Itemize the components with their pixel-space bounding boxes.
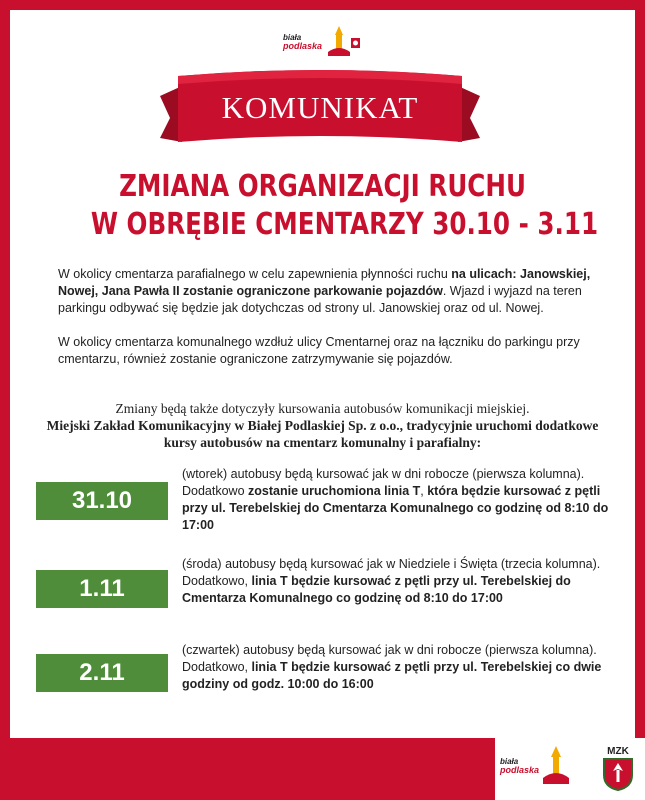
parking-text-a: W okolicy cmentarza parafialnego w celu zapewnienia płynności ruchu [58, 267, 452, 281]
city-logo-wordmark [283, 33, 322, 51]
coat-of-arms-icon [601, 757, 635, 791]
schedule-text-1-11 [182, 556, 612, 607]
city-logo-wordmark-bottom [500, 757, 539, 775]
stopping-paragraph: W okolicy cmentarza komunalnego wzdłuż ulicy Cmentarnej oraz na łączniku do parkingu przy cmentarzu, również zostanie ograniczone zatrzymywanie się pojazdów. [58, 335, 580, 366]
tower-logo-bottom-icon [539, 746, 579, 786]
main-headline [90, 168, 599, 244]
bus-intro-bold: Miejski Zakład Komunikacyjny w Białej Podlaskiej Sp. z o.o., tradycyjnie uruchomi dodatkowe kursy autobusów na cmentarz komunalny i parafialny: [46, 418, 599, 450]
logo-word-biala-bottom: biała [500, 757, 519, 766]
left-border [0, 0, 10, 800]
mzk-logo [598, 746, 638, 796]
schedule-2-text-a: (czwartek) autobusy będą kursować jak w dni robocze (pierwsza kolumna). Dodatkowo, [182, 643, 597, 674]
schedule-text-2-11 [182, 642, 612, 693]
date-badge-2-11: 2.11 [36, 654, 168, 692]
parking-text-b: . Wjazd i wyjazd na teren parkingu odbywać się będzie jak dotychczas od strony ul. Janowskiej oraz od ul. Nowej. [58, 284, 582, 315]
city-logo-bottom [500, 746, 579, 786]
banner-title: KOMUNIKAT [221, 90, 419, 125]
top-border [0, 0, 645, 10]
parking-bold: na ulicach: Janowskiej, Nowej, Jana Pawła II zostanie ograniczone parkowanie pojazdów [58, 267, 591, 298]
schedule-0-bold-a: zostanie uruchomiona linia T [248, 484, 421, 498]
schedule-text-31-10 [182, 466, 612, 534]
headline-line-1: ZMIANA ORGANIZACJI RUCHU [119, 169, 526, 204]
logo-word-podlaska: podlaska [283, 41, 323, 51]
right-border [635, 0, 645, 800]
parking-paragraph [58, 266, 618, 317]
schedule-1-bold-a: linia T będzie kursować z pętli przy ul. Terebelskiej do Cmentarza Komunalnego co godzinę od 8:10 do 17:00 [182, 574, 571, 605]
logo-word-biala: biała [283, 33, 302, 42]
bus-intro-line: Zmiany będą także dotyczyły kursowania autobusów komunikacji miejskiej. [115, 401, 530, 416]
city-logo-top [283, 26, 362, 58]
mzk-label: MZK [607, 746, 629, 757]
schedule-0-text-b: , [420, 484, 428, 498]
schedule-0-bold-b: która będzie kursować z pętli przy ul. Terebelskiej do Cmentarza Komunalnego co godzinę od 8:10 do 17:00 [182, 484, 609, 532]
schedule-1-text-a: (środa) autobusy będą kursować jak w Niedziele i Święta (trzecia kolumna). Dodatkowo, [182, 557, 601, 588]
date-badge-31-10: 31.10 [36, 482, 168, 520]
tower-logo-icon [322, 26, 362, 58]
headline-line-2: W OBRĘBIE CMENTARZY 30.10 - 3.11 [90, 207, 599, 242]
logo-word-podlaska-bottom: podlaska [500, 765, 540, 775]
date-badge-1-11: 1.11 [36, 570, 168, 608]
bus-intro [40, 400, 605, 451]
schedule-2-bold-a: linia T będzie kursować z pętli przy ul. Terebelskiej co dwie godziny od godz. 10:00 do 16:00 [182, 660, 602, 691]
schedule-0-text-a: (wtorek) autobusy będą kursować jak w dni robocze (pierwsza kolumna). Dodatkowo [182, 467, 585, 498]
